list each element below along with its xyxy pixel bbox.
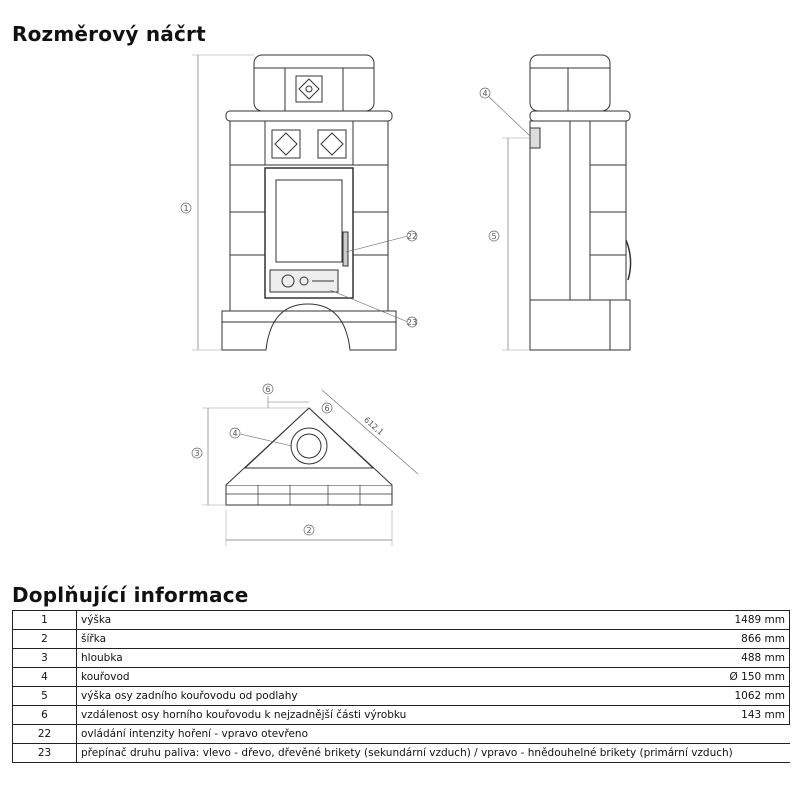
row-value: 1489 mm (691, 611, 790, 630)
callout-22-label: 22 (406, 232, 418, 241)
row-number: 6 (13, 706, 77, 725)
sketch-title: Rozměrový náčrt (12, 22, 206, 46)
row-label: vzdálenost osy horního kouřovodu k nejzadnější části výrobku (77, 706, 692, 725)
table-row (13, 668, 790, 687)
row-number: 22 (13, 725, 77, 744)
row-label: kouřovod (77, 668, 692, 687)
callout-5-label: 5 (491, 232, 497, 241)
table-row (13, 706, 790, 725)
table-row (13, 630, 790, 649)
table-row (13, 744, 790, 763)
callout-4-side-label: 4 (482, 89, 488, 98)
callout-4-top-label: 4 (232, 429, 238, 438)
side-view (480, 55, 631, 350)
row-label: hloubka (77, 649, 692, 668)
callout-23-label: 23 (406, 318, 418, 327)
row-number: 23 (13, 744, 77, 763)
table-row (13, 649, 790, 668)
info-table (12, 610, 790, 763)
callout-6-label: 6 (265, 385, 271, 394)
diagonal-dimension-label: 612,1 (362, 415, 386, 438)
row-value: 1062 mm (691, 687, 790, 706)
row-number: 5 (13, 687, 77, 706)
row-label: výška (77, 611, 692, 630)
row-value: Ø 150 mm (691, 668, 790, 687)
callout-3-label: 3 (194, 449, 200, 458)
callout-2-label: 2 (306, 526, 312, 535)
row-number: 2 (13, 630, 77, 649)
table-row (13, 687, 790, 706)
table-row (13, 725, 790, 744)
callout-6b-label: 6 (324, 404, 330, 413)
row-label: šířka (77, 630, 692, 649)
row-label: přepínač druhu paliva: vlevo - dřevo, dřevěné brikety (sekundární vzduch) / vpravo - hnědouhelné brikety (primární vzduch) (77, 744, 790, 763)
table-row (13, 611, 790, 630)
row-label: ovládání intenzity hoření - vpravo otevřeno (77, 725, 790, 744)
front-view (181, 55, 417, 350)
row-value: 488 mm (691, 649, 790, 668)
row-number: 3 (13, 649, 77, 668)
row-value: 866 mm (691, 630, 790, 649)
top-view (192, 384, 418, 546)
row-number: 4 (13, 668, 77, 687)
callout-1-label: 1 (183, 204, 189, 213)
info-title: Doplňující informace (12, 583, 249, 607)
row-label: výška osy zadního kouřovodu od podlahy (77, 687, 692, 706)
row-value: 143 mm (691, 706, 790, 725)
row-number: 1 (13, 611, 77, 630)
